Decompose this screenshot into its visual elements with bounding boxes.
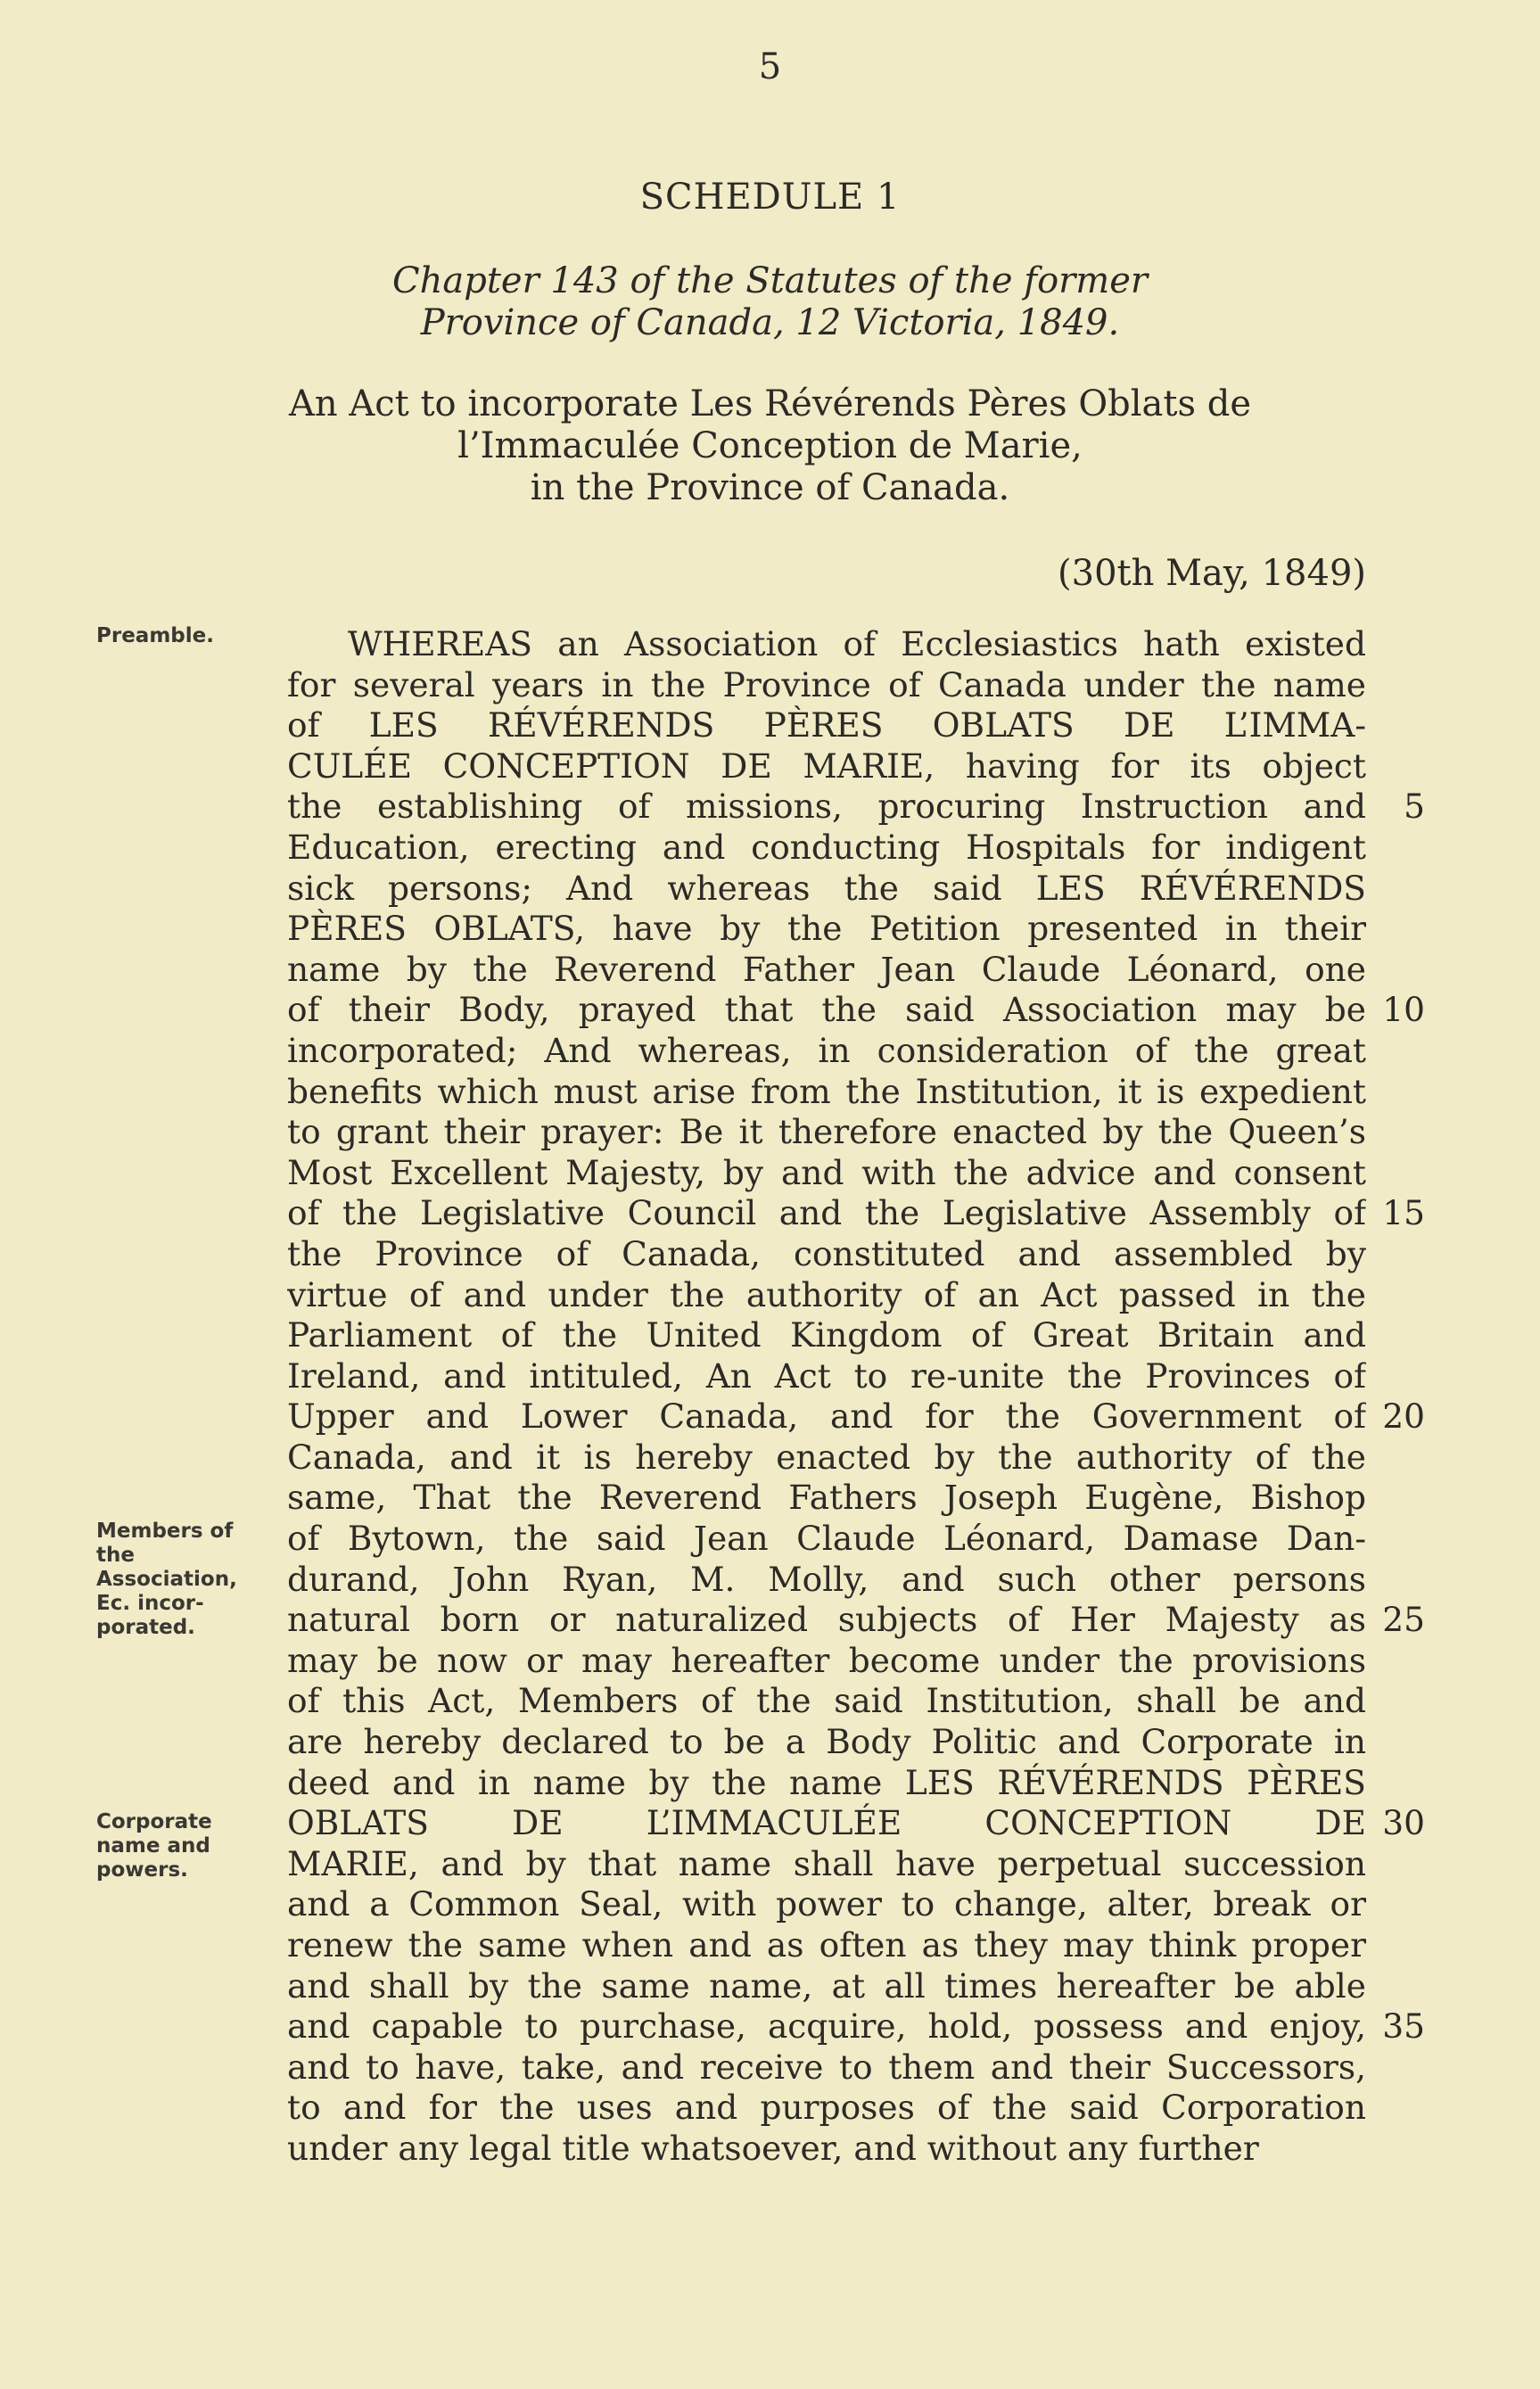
chapter-line: Province of Canada, 12 Victoria, 1849. — [420, 302, 1120, 343]
body-line: Most Excellent Majesty, by and with the advice and consent — [287, 1152, 1366, 1192]
body-line: Education, erecting and conducting Hospitals for indigent — [287, 827, 1366, 867]
body-line: under any legal title whatsoever, and without any further — [287, 2128, 1259, 2168]
body-line: incorporated; And whereas, in consideration of the great — [287, 1030, 1366, 1070]
body-line: WHEREAS an Association of Ecclesiastics hath existed — [348, 624, 1366, 663]
margin-note-line: Members of — [96, 1520, 234, 1543]
body-line: the establishing of missions, procuring Instruction and — [287, 787, 1366, 827]
body-line: of Bytown, the said Jean Claude Léonard, Damase Dan- — [287, 1519, 1366, 1559]
body-line: CULÉE CONCEPTION DE MARIE, having for its object — [287, 746, 1366, 786]
body-line: the Province of Canada, constituted and assembled by — [287, 1233, 1366, 1273]
chapter-line: Chapter 143 of the Statutes of the former — [392, 260, 1148, 301]
line-number: 20 — [1382, 1396, 1425, 1437]
body-line: natural born or naturalized subjects of Her Majesty as — [287, 1600, 1366, 1640]
body-line: sick persons; And whereas the said LES RÉVÉRENDS — [287, 868, 1366, 908]
margin-note-line: porated. — [96, 1616, 195, 1639]
margin-note-members — [96, 1520, 284, 1640]
body-line: and a Common Seal, with power to change, alter, break or — [287, 1884, 1366, 1924]
body-line: MARIE, and by that name shall have perpetual succession — [287, 1843, 1366, 1883]
margin-note-preamble — [96, 624, 284, 648]
margin-note-line: powers. — [96, 1858, 188, 1882]
body-line: to grant their prayer: Be it therefore enacted by the Queen’s — [287, 1112, 1366, 1152]
body-line: to and for the uses and purposes of the said Corporation — [287, 2088, 1366, 2128]
line-number: 5 — [1404, 787, 1425, 827]
line-number: 10 — [1382, 990, 1425, 1030]
schedule-title: SCHEDULE 1 — [639, 177, 901, 218]
body-line: Canada, and it is hereby enacted by the authority of the — [287, 1437, 1366, 1477]
act-title-line: l’Immaculée Conception de Marie, — [457, 425, 1083, 466]
margin-note-corporate — [96, 1810, 284, 1882]
body-line: same, That the Reverend Fathers Joseph Eugène, Bishop — [287, 1478, 1366, 1518]
act-title — [0, 383, 1540, 509]
body-line: durand, John Ryan, M. Molly, and such other persons — [287, 1559, 1366, 1599]
body-line: PÈRES OBLATS, have by the Petition presented in their — [287, 909, 1366, 949]
act-title-line: An Act to incorporate Les Révérends Pères Oblats de — [289, 383, 1251, 424]
margin-note-line: Ec. incor- — [96, 1592, 204, 1615]
body-line: name by the Reverend Father Jean Claude Léonard, one — [287, 949, 1366, 989]
line-number: 25 — [1382, 1600, 1425, 1640]
margin-note-line: Corporate — [96, 1810, 212, 1833]
body-line: benefits which must arise from the Institution, it is expedient — [287, 1071, 1366, 1111]
line-number: 15 — [1382, 1193, 1425, 1233]
body-line: and shall by the same name, at all times hereafter be able — [287, 1965, 1366, 2006]
body-line: may be now or may hereafter become under the provisions — [287, 1640, 1366, 1680]
body-line: Ireland, and intituled, An Act to re-unite the Provinces of — [287, 1355, 1366, 1396]
chapter-reference — [0, 260, 1540, 344]
body-line: and capable to purchase, acquire, hold, possess and enjoy, — [287, 2006, 1366, 2047]
body-line: Upper and Lower Canada, and for the Government of — [287, 1396, 1366, 1437]
page-number: 5 — [758, 46, 782, 87]
act-body-text — [287, 624, 1366, 2170]
margin-note-line: Preamble. — [96, 624, 214, 647]
body-line: for several years in the Province of Canada under the name — [287, 664, 1366, 704]
body-line: of the Legislative Council and the Legislative Assembly of — [287, 1193, 1366, 1233]
body-line: of LES RÉVÉRENDS PÈRES OBLATS DE L’IMMA- — [287, 705, 1366, 746]
body-line: Parliament of the United Kingdom of Great Britain and — [287, 1315, 1366, 1355]
line-number: 35 — [1382, 2006, 1425, 2047]
margin-note-line: Association, — [96, 1568, 237, 1591]
act-date: (30th May, 1849) — [1058, 553, 1366, 594]
body-line: renew the same when and as often as they may think proper — [287, 1925, 1366, 1965]
body-line: of this Act, Members of the said Institution, shall be and — [287, 1681, 1366, 1721]
act-title-line: in the Province of Canada. — [530, 467, 1010, 508]
body-line: deed and in name by the name LES RÉVÉRENDS PÈRES — [287, 1762, 1366, 1802]
margin-note-line: name and — [96, 1834, 210, 1858]
body-line: are hereby declared to be a Body Politic and Corporate in — [287, 1722, 1366, 1762]
line-number: 30 — [1382, 1803, 1425, 1843]
body-line: virtue of and under the authority of an Act passed in the — [287, 1274, 1366, 1314]
body-line: of their Body, prayed that the said Association may be — [287, 990, 1366, 1030]
margin-note-line: the — [96, 1544, 135, 1567]
body-line: OBLATS DE L’IMMACULÉE CONCEPTION DE — [287, 1803, 1366, 1843]
body-line: and to have, take, and receive to them and their Successors, — [287, 2047, 1366, 2087]
